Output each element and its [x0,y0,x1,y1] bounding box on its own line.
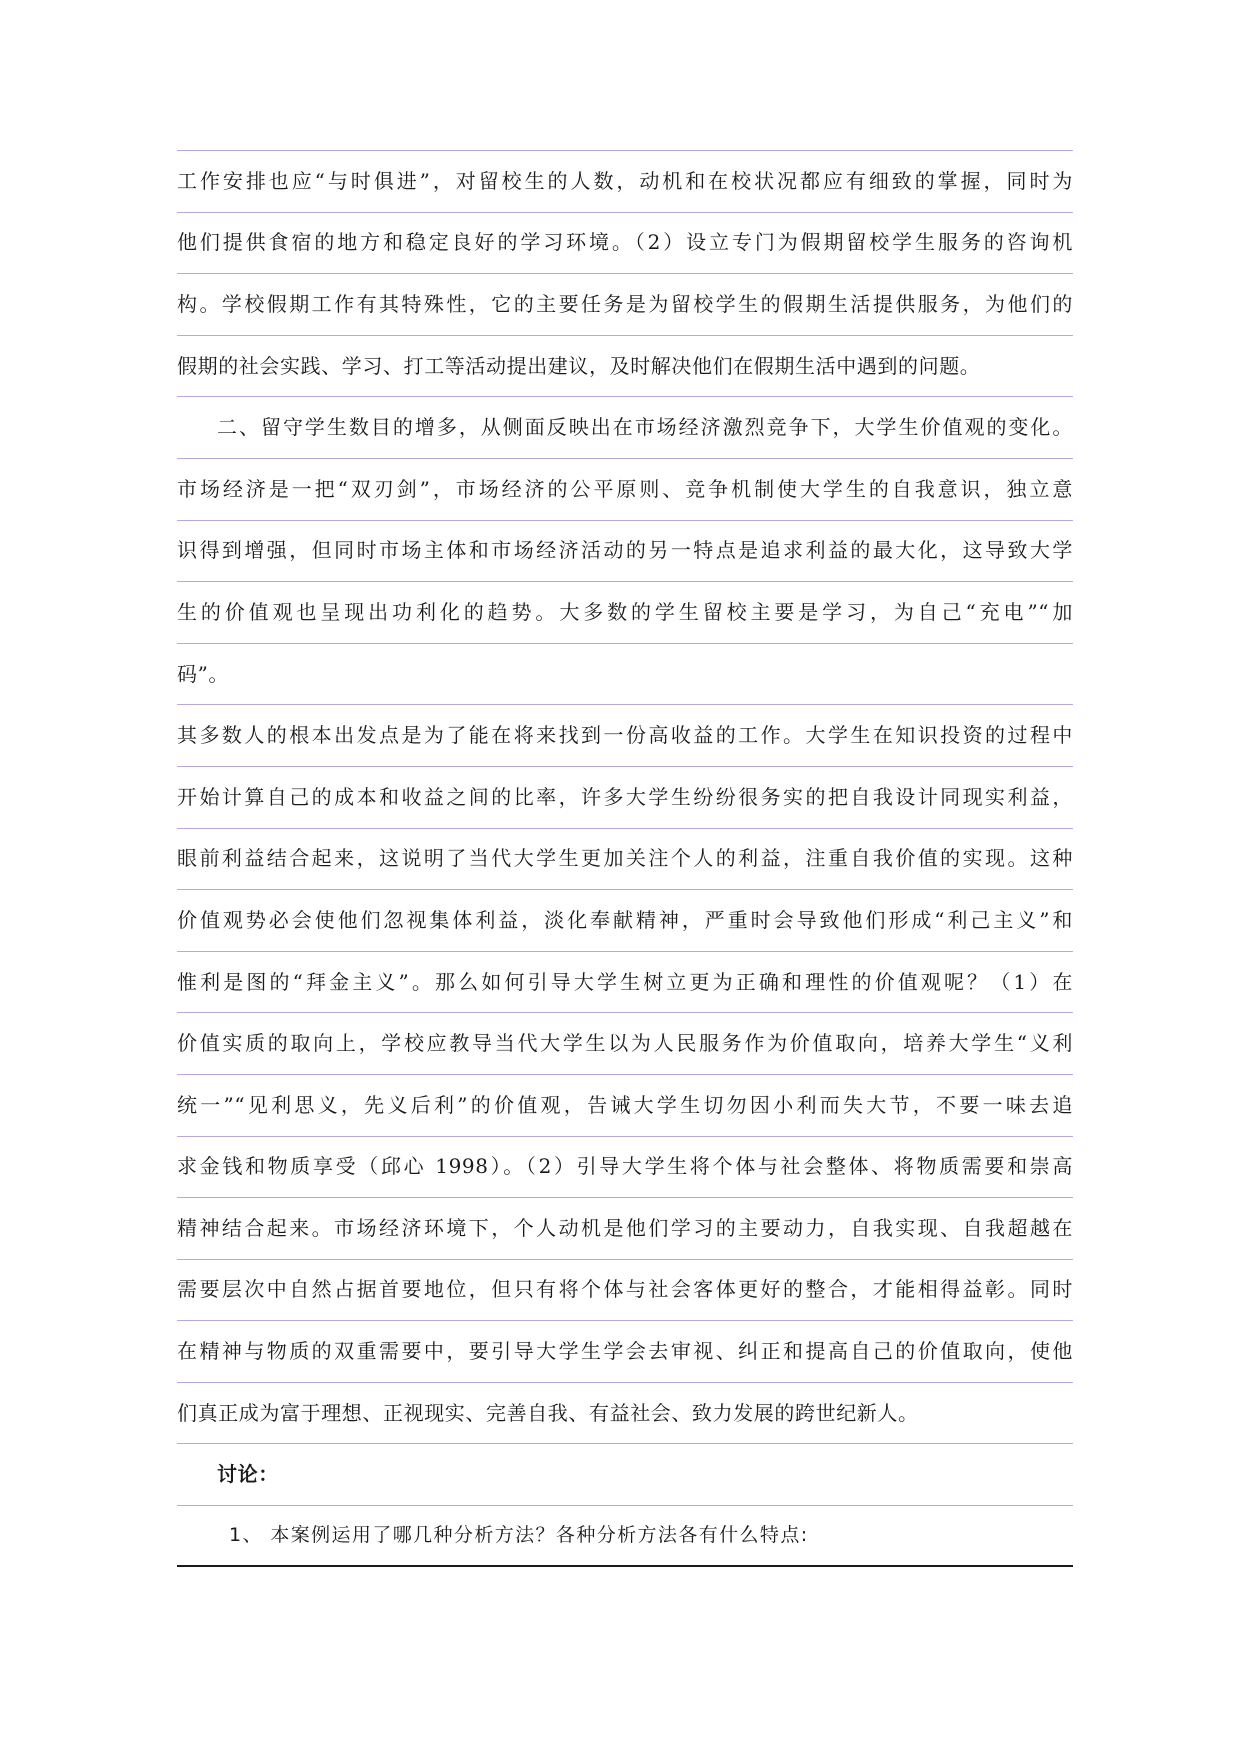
text-line: 们真正成为富于理想、正视现实、完善自我、有益社会、致力发展的跨世纪新人。 [177,1382,1073,1444]
text-line: 惟利是图的“拜金主义”。那么如何引导大学生树立更为正确和理性的价值观呢？（1）在 [177,951,1073,1013]
text-line: 在精神与物质的双重需要中，要引导大学生学会去审视、纠正和提高自己的价值取向，使他 [177,1320,1073,1382]
text-line: 眼前利益结合起来，这说明了当代大学生更加关注个人的利益，注重自我价值的实现。这种 [177,828,1073,890]
text-line: 构。学校假期工作有其特殊性，它的主要任务是为留校学生的假期生活提供服务，为他们的 [177,273,1073,335]
document-page [177,150,1073,1567]
text-line: 工作安排也应“与时俱进”，对留校生的人数，动机和在校状况都应有细致的掌握，同时为 [177,150,1073,212]
text-line: 开始计算自己的成本和收益之间的比率，许多大学生纷纷很务实的把自我设计同现实利益， [177,766,1073,828]
text-line: 其多数人的根本出发点是为了能在将来找到一份高收益的工作。大学生在知识投资的过程中 [177,704,1073,766]
text-line: 他们提供食宿的地方和稳定良好的学习环境。（2）设立专门为假期留校学生服务的咨询机 [177,212,1073,274]
paragraph-start-line: 二、留守学生数目的增多，从侧面反映出在市场经济激烈竞争下，大学生价值观的变化。 [177,396,1073,458]
text-line: 假期的社会实践、学习、打工等活动提出建议，及时解决他们在假期生活中遇到的问题。 [177,335,1073,397]
text-line: 市场经济是一把“双刃剑”，市场经济的公平原则、竞争机制使大学生的自我意识，独立意 [177,458,1073,520]
text-line: 码”。 [177,643,1073,705]
discussion-question: 1、 本案例运用了哪几种分析方法？各种分析方法各有什么特点: [177,1505,1073,1567]
discussion-heading: 讨论： [177,1443,1073,1505]
text-line: 求金钱和物质享受（邱心 1998）。（2）引导大学生将个体与社会整体、将物质需要和崇高 [177,1136,1073,1198]
text-line: 精神结合起来。市场经济环境下，个人动机是他们学习的主要动力，自我实现、自我超越在 [177,1197,1073,1259]
text-line: 需要层次中自然占据首要地位，但只有将个体与社会客体更好的整合，才能相得益彰。同时 [177,1259,1073,1321]
text-line: 统一”“见利思义，先义后利”的价值观，告诫大学生切勿因小利而失大节，不要一味去追 [177,1074,1073,1136]
text-line: 价值观势必会使他们忽视集体利益，淡化奉献精神，严重时会导致他们形成“利己主义”和 [177,889,1073,951]
text-line: 价值实质的取向上，学校应教导当代大学生以为人民服务作为价值取向，培养大学生“义利 [177,1012,1073,1074]
text-line: 生的价值观也呈现出功利化的趋势。大多数的学生留校主要是学习，为自己“充电”“加 [177,581,1073,643]
text-line: 识得到增强，但同时市场主体和市场经济活动的另一特点是追求利益的最大化，这导致大学 [177,520,1073,582]
